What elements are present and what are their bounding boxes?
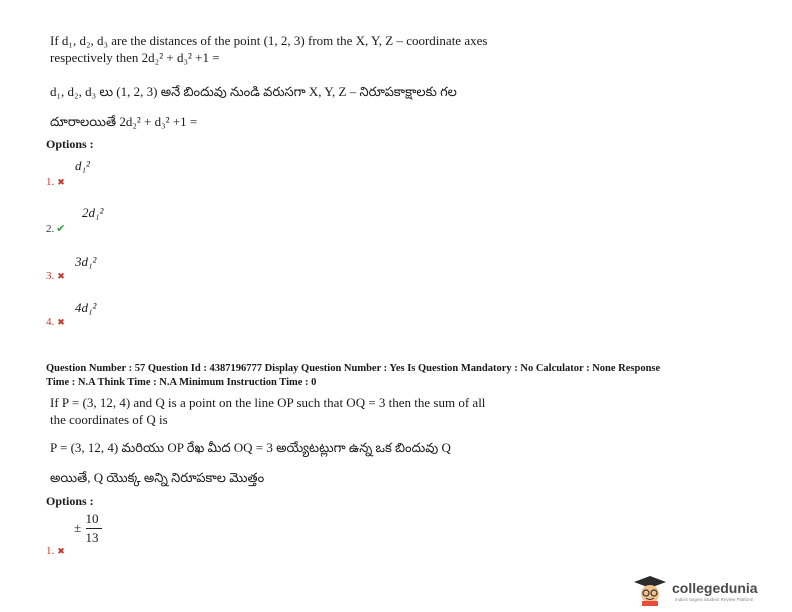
q56-option-3-value: 3d₁² bbox=[75, 254, 97, 269]
q56-question-te-line1: d₁, d₂, d₃ లు (1, 2, 3) అనే బిందువు నుండి వరుసగా X, Y, Z – నిరూపకాక్షాలకు గల bbox=[50, 84, 457, 99]
q57-meta-line2: Time : N.A Think Time : N.A Minimum Instruction Time : 0 bbox=[46, 377, 317, 388]
q56-option-2-value: 2d₁² bbox=[82, 205, 104, 220]
q56-options-label: Options : bbox=[46, 137, 94, 151]
q57-option-1-fraction bbox=[82, 511, 102, 546]
fraction-denominator: 13 bbox=[85, 530, 99, 545]
q57-meta-line1: Question Number : 57 Question Id : 4387196777 Display Question Number : Yes Is Question Mandatory : No Calculator : None Response bbox=[46, 363, 661, 374]
cross-icon: ✖ bbox=[57, 317, 65, 327]
cross-icon: ✖ bbox=[57, 546, 65, 556]
q56-option-3 bbox=[46, 266, 65, 284]
plus-minus-sign: ± bbox=[74, 520, 82, 535]
option-number: 2. bbox=[46, 223, 55, 235]
option-number: 1. bbox=[46, 176, 55, 188]
q57-question-en-line2: the coordinates of Q is bbox=[50, 412, 168, 427]
q56-question-en-line2: respectively then 2d₂² + d₃² +1 = bbox=[50, 50, 220, 65]
q56-option-1-value: d₁² bbox=[75, 158, 90, 173]
q57-question-te-line1: P = (3, 12, 4) మరియు OP రేఖ మీద OQ = 3 అయ్యేటట్లుగా ఉన్న ఒక బిందువు Q bbox=[50, 440, 451, 455]
q56-option-2 bbox=[46, 219, 65, 237]
logo-tagline: India's largest Student Review Platform bbox=[675, 597, 754, 602]
graduate-mascot-icon bbox=[630, 574, 670, 606]
q57-question-te-line2: అయితే, Q యొక్క అన్ని నిరూపకాల మొత్తం bbox=[50, 470, 265, 485]
q56-option-4-value: 4d₁² bbox=[75, 300, 97, 315]
q57-question-en-line1: If P = (3, 12, 4) and Q is a point on the line OP such that OQ = 3 then the sum of all bbox=[50, 395, 486, 410]
option-number: 3. bbox=[46, 270, 55, 282]
option-number: 1. bbox=[46, 545, 55, 557]
q56-option-1 bbox=[46, 172, 65, 190]
q57-option-1 bbox=[46, 541, 65, 559]
q56-option-4 bbox=[46, 312, 65, 330]
q56-question-en-line1: If d₁, d₂, d₃ are the distances of the point (1, 2, 3) from the X, Y, Z – coordinate axes bbox=[50, 33, 488, 48]
q56-question-te-line2: దూరాలయితే 2d₂² + d₃² +1 = bbox=[50, 114, 198, 129]
logo-wordmark: collegedunia bbox=[672, 580, 758, 596]
option-number: 4. bbox=[46, 316, 55, 328]
collegedunia-logo bbox=[630, 574, 670, 606]
fraction-numerator: 10 bbox=[85, 511, 99, 526]
cross-icon: ✖ bbox=[57, 271, 65, 281]
cross-icon: ✖ bbox=[57, 177, 65, 187]
q57-options-label: Options : bbox=[46, 494, 94, 508]
fraction-bar bbox=[86, 528, 102, 529]
check-icon: ✔ bbox=[56, 223, 66, 235]
